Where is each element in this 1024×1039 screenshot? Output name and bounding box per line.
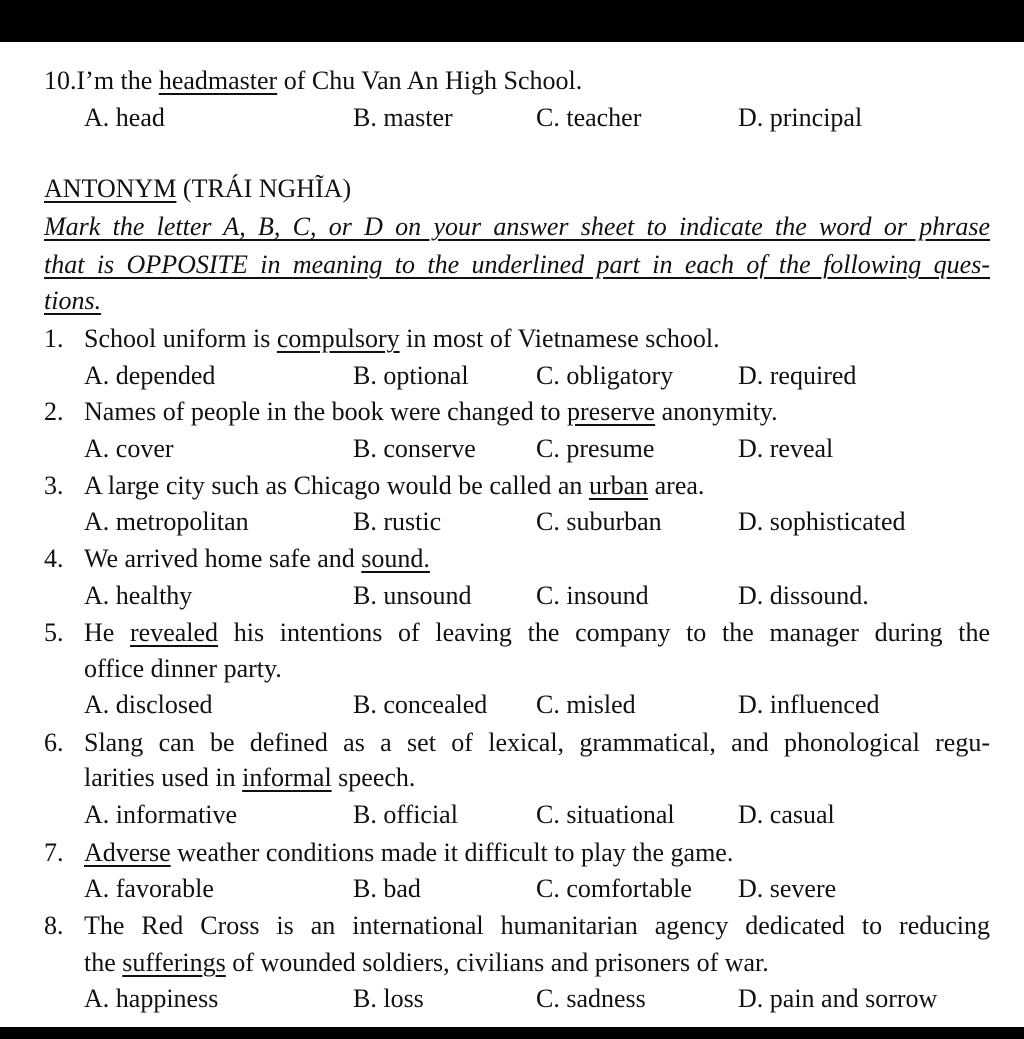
option-c: C. situational [536,800,675,829]
option-d: D. reveal [738,434,834,463]
option-c: C. suburban [536,507,662,536]
bottom-black-bar [0,1027,1024,1039]
option-a: A. happiness [84,984,219,1013]
option-b: B. master [353,103,453,132]
underlined-word: preserve [567,397,656,426]
question-text-post: of Chu Van An High School. [277,66,583,95]
question-3-stem: A large city such as Chicago would be called an urban area. [84,471,705,500]
question-1-stem: School uniform is compulsory in most of Vietnamese school. [84,324,720,353]
option-b: B. unsound [353,581,472,610]
option-c: C. misled [536,690,636,719]
option-c: C. insound [536,581,649,610]
option-a: A. depended [84,361,216,390]
option-b: B. loss [353,984,424,1013]
question-4-stem: We arrived home safe and sound. [84,544,430,573]
section-heading-underlined: ANTONYM [44,174,177,203]
option-b: B. optional [353,361,469,390]
option-d: D. sophisticated [738,507,906,536]
question-number: 7. [44,838,64,867]
option-a: A. cover [84,434,174,463]
option-b: B. conserve [353,434,476,463]
underlined-word: informal [242,763,332,792]
question-number: 2. [44,397,64,426]
question-7-stem: Adverse weather conditions made it difficult to play the game. [84,838,734,867]
question-6-stem-line-2: larities used in informal speech. [84,763,416,792]
question-text-pre: I’m the [76,66,159,95]
option-c: C. comfortable [536,874,692,903]
option-a: A. metropolitan [84,507,249,536]
option-c: C. presume [536,434,655,463]
question-2-stem: Names of people in the book were changed to preserve anonymity. [84,397,778,426]
underlined-word: revealed [130,618,219,647]
instruction-line-3: tions. [44,286,102,315]
instruction-line-1: Mark the letter A, B, C, or D on your answer sheet to indicate the word or phrase [44,212,990,241]
option-a: A. healthy [84,581,193,610]
option-d: D. dissound. [738,581,869,610]
underlined-word: headmaster [158,66,278,95]
question-number: 5. [44,618,64,647]
underlined-word: urban [588,471,649,500]
question-8-stem-line-2: the sufferings of wounded soldiers, civilians and prisoners of war. [84,948,769,977]
underlined-word: compulsory [276,324,400,353]
question-8-stem-line-1: The Red Cross is an international humanitarian agency dedicated to reducing [84,911,990,940]
underlined-word: sufferings [122,948,226,977]
option-b: B. rustic [353,507,442,536]
option-b: B. concealed [353,690,488,719]
option-a: A. head [84,103,165,132]
option-a: A. disclosed [84,690,213,719]
underlined-word: Adverse [84,838,171,867]
section-heading-rest: (TRÁI NGHĨA) [176,174,352,203]
instruction-line-2: that is OPPOSITE in meaning to the underlined part in each of the following ques- [44,250,990,279]
option-d: D. principal [738,103,863,132]
option-d: D. severe [738,874,837,903]
question-6-stem-line-1: Slang can be defined as a set of lexical, grammatical, and phonological regu- [84,728,990,757]
question-number: 6. [44,728,64,757]
top-black-bar [0,0,1024,42]
option-b: B. official [353,800,458,829]
question-number: 10. [44,66,77,95]
option-b: B. bad [353,874,421,903]
option-d: D. pain and sorrow [738,984,938,1013]
question-number: 1. [44,324,64,353]
option-d: D. influenced [738,690,880,719]
option-d: D. casual [738,800,835,829]
underlined-word: sound. [361,544,430,573]
option-a: A. favorable [84,874,214,903]
question-number: 8. [44,911,64,940]
option-a: A. informative [84,800,238,829]
option-d: D. required [738,361,857,390]
option-c: C. obligatory [536,361,674,390]
question-number: 3. [44,471,64,500]
option-c: C. teacher [536,103,642,132]
option-c: C. sadness [536,984,646,1013]
question-5-stem-line-1: He revealed his intentions of leaving the company to the manager during the [84,618,990,647]
question-number: 4. [44,544,64,573]
section-heading [44,174,351,204]
question-5-stem-line-2: office dinner party. [84,654,282,683]
question-10 [44,66,582,96]
